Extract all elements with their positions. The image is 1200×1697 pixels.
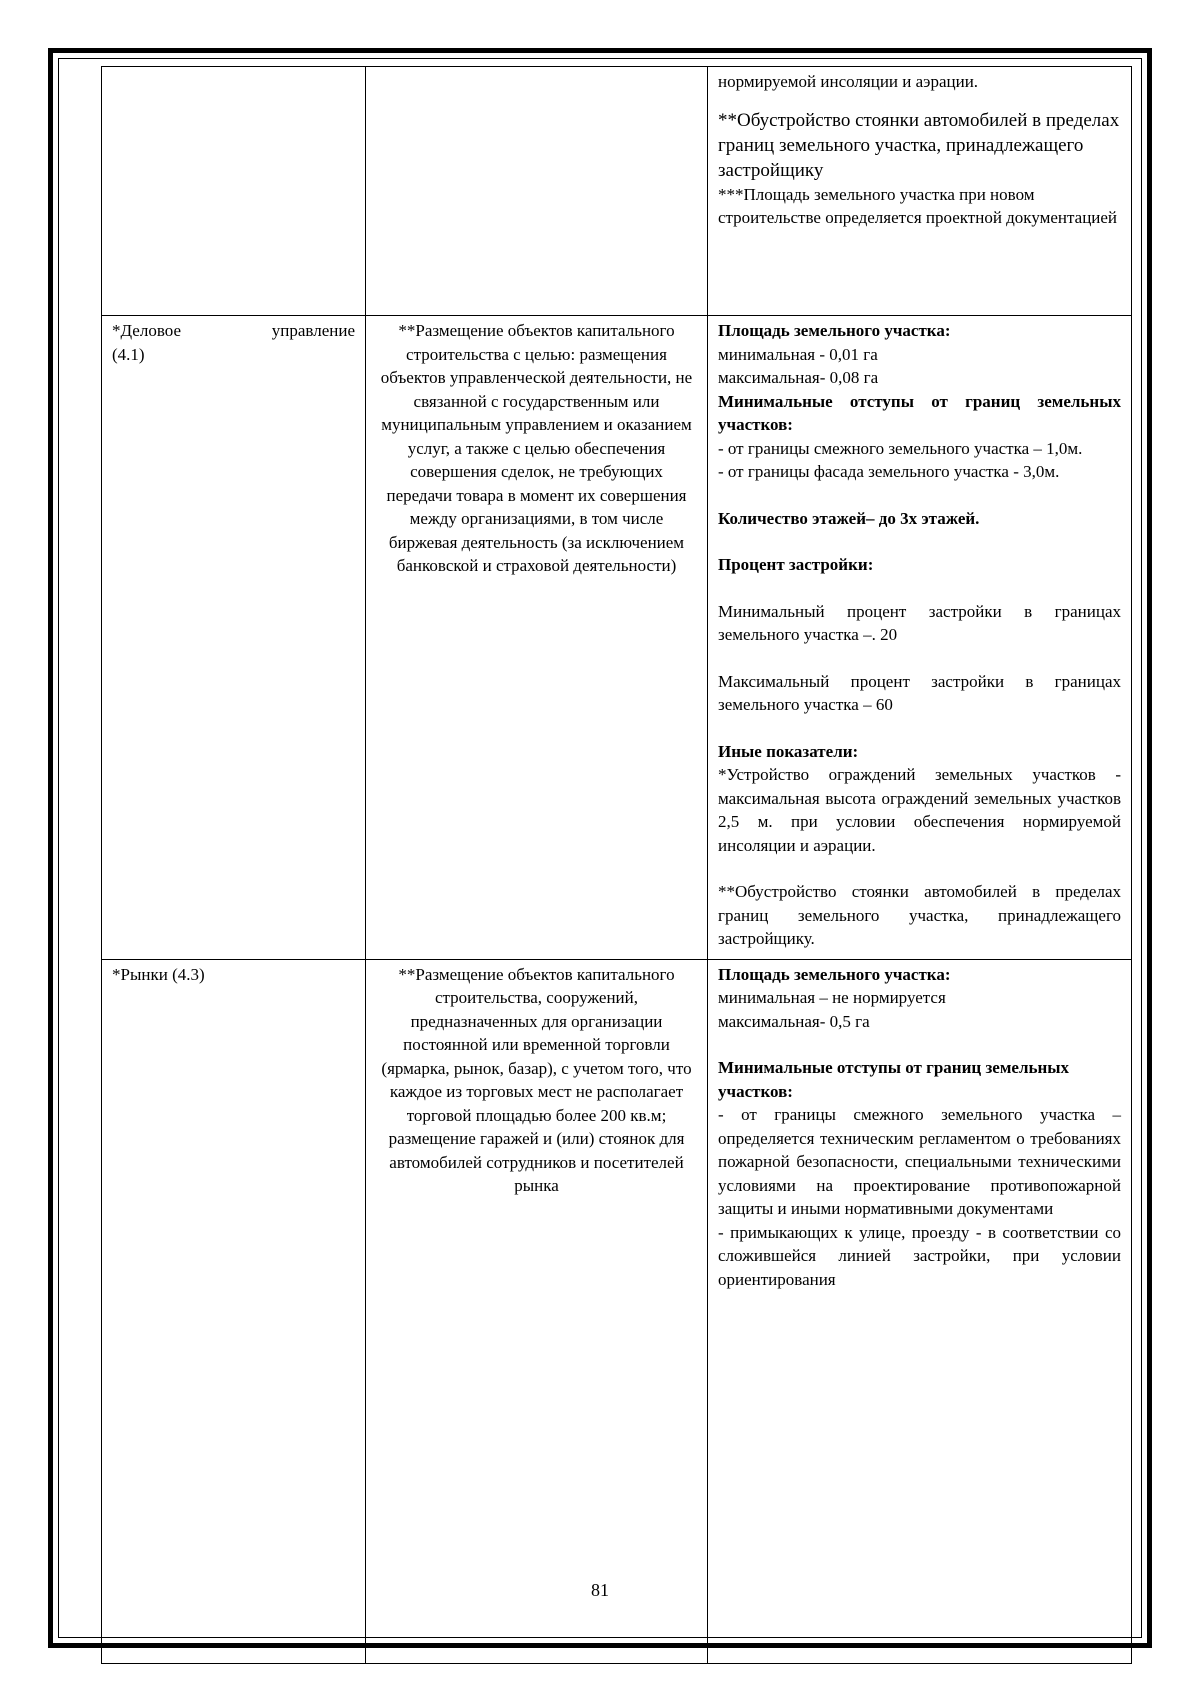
markets-setback-adjacent: - от границы смежного земельного участка – определяется техническим регламентом о требованиях пожарной безопасности, специальными техническими условиями на проектирование противопожарной защиты и иными нормативными документами bbox=[718, 1105, 1121, 1218]
cell-markets-name bbox=[102, 959, 366, 1663]
business-fence: *Устройство ограждений земельных участков - максимальная высота ограждений земельных участков 2,5 м. при условии обеспечения нормируемой инсоляции и аэрации. bbox=[718, 765, 1121, 855]
business-description: **Размещение объектов капитального строительства с целью: размещения объектов управленческой деятельности, не связанной с государственным или муниципальным управлением и оказанием услуг, а также с целью обеспечения совершения сделок, не требующих передачи товара в момент их совершения между организациями, в том числе биржевая деятельность (за исключением банковской и страховой деятельности) bbox=[380, 321, 693, 575]
business-parking: **Обустройство стоянки автомобилей в пределах границ земельного участка, принадлежащего застройщику. bbox=[718, 882, 1121, 948]
cell-markets-description bbox=[366, 959, 708, 1663]
business-other-heading: Иные показатели: bbox=[718, 741, 859, 761]
cell-continuation-params bbox=[708, 67, 1132, 316]
business-area-min: минимальная - 0,01 га bbox=[718, 344, 878, 364]
business-setback-facade: - от границы фасада земельного участка - 3,0м. bbox=[718, 462, 1060, 481]
markets-setbacks-heading: Минимальные отступы от границ земельных участков: bbox=[718, 1058, 1070, 1101]
markets-area-heading: Площадь земельного участка: bbox=[718, 964, 951, 984]
markets-description: **Размещение объектов капитального строительства, сооружений, предназначенных для организации постоянной или временной торговли (ярмарка, рынок, базар), с учетом того, что каждое из торговых мест не располагает торговой площадью более 200 кв.м; размещение гаражей и (или) стоянок для автомобилей сотрудников и посетителей рынка bbox=[381, 964, 692, 1195]
business-setbacks-heading: Минимальные отступы от границ земельных участков: bbox=[718, 391, 1121, 434]
business-area-max: максимальная- 0,08 га bbox=[718, 368, 879, 387]
table-row-continuation bbox=[102, 67, 1132, 316]
business-coverage-heading: Процент застройки: bbox=[718, 555, 874, 574]
business-floors: Количество этажей– до 3х этажей. bbox=[718, 508, 980, 528]
land-use-table bbox=[101, 66, 1132, 1664]
business-setback-adjacent: - от границы смежного земельного участка – 1,0м. bbox=[718, 438, 1083, 458]
business-name-part2: управление bbox=[271, 321, 355, 340]
continuation-line-1: нормируемой инсоляции и аэрации. bbox=[718, 72, 979, 91]
markets-area-max: максимальная- 0,5 га bbox=[718, 1011, 870, 1031]
page-number: 81 bbox=[591, 1580, 609, 1600]
continuation-line-3: ***Площадь земельного участка при новом строительстве определяется проектной документацией bbox=[718, 184, 1118, 227]
markets-setback-street: - примыкающих к улице, проезду - в соответствии со сложившейся линией застройки, при условии ориентирования bbox=[718, 1222, 1121, 1289]
cell-business-params bbox=[708, 316, 1132, 960]
business-name-part1: *Деловое bbox=[112, 321, 181, 340]
business-area-heading: Площадь земельного участка: bbox=[718, 321, 951, 340]
cell-empty-description bbox=[366, 67, 708, 316]
business-coverage-min: Минимальный процент застройки в границах земельного участка –. 20 bbox=[718, 601, 1121, 644]
markets-name: *Рынки (4.3) bbox=[112, 964, 205, 984]
table-row-markets bbox=[102, 959, 1132, 1663]
cell-markets-params bbox=[708, 959, 1132, 1663]
continuation-line-2: **Обустройство стоянки автомобилей в пределах границ земельного участка, принадлежащего застройщику bbox=[718, 109, 1120, 181]
cell-business-name bbox=[102, 316, 366, 960]
cell-empty-name bbox=[102, 67, 366, 316]
business-coverage-max: Максимальный процент застройки в границах земельного участка – 60 bbox=[718, 671, 1121, 714]
business-code: (4.1) bbox=[112, 344, 145, 364]
markets-area-min: минимальная – не нормируется bbox=[718, 988, 946, 1007]
table-row-business bbox=[102, 316, 1132, 960]
cell-business-description bbox=[366, 316, 708, 960]
